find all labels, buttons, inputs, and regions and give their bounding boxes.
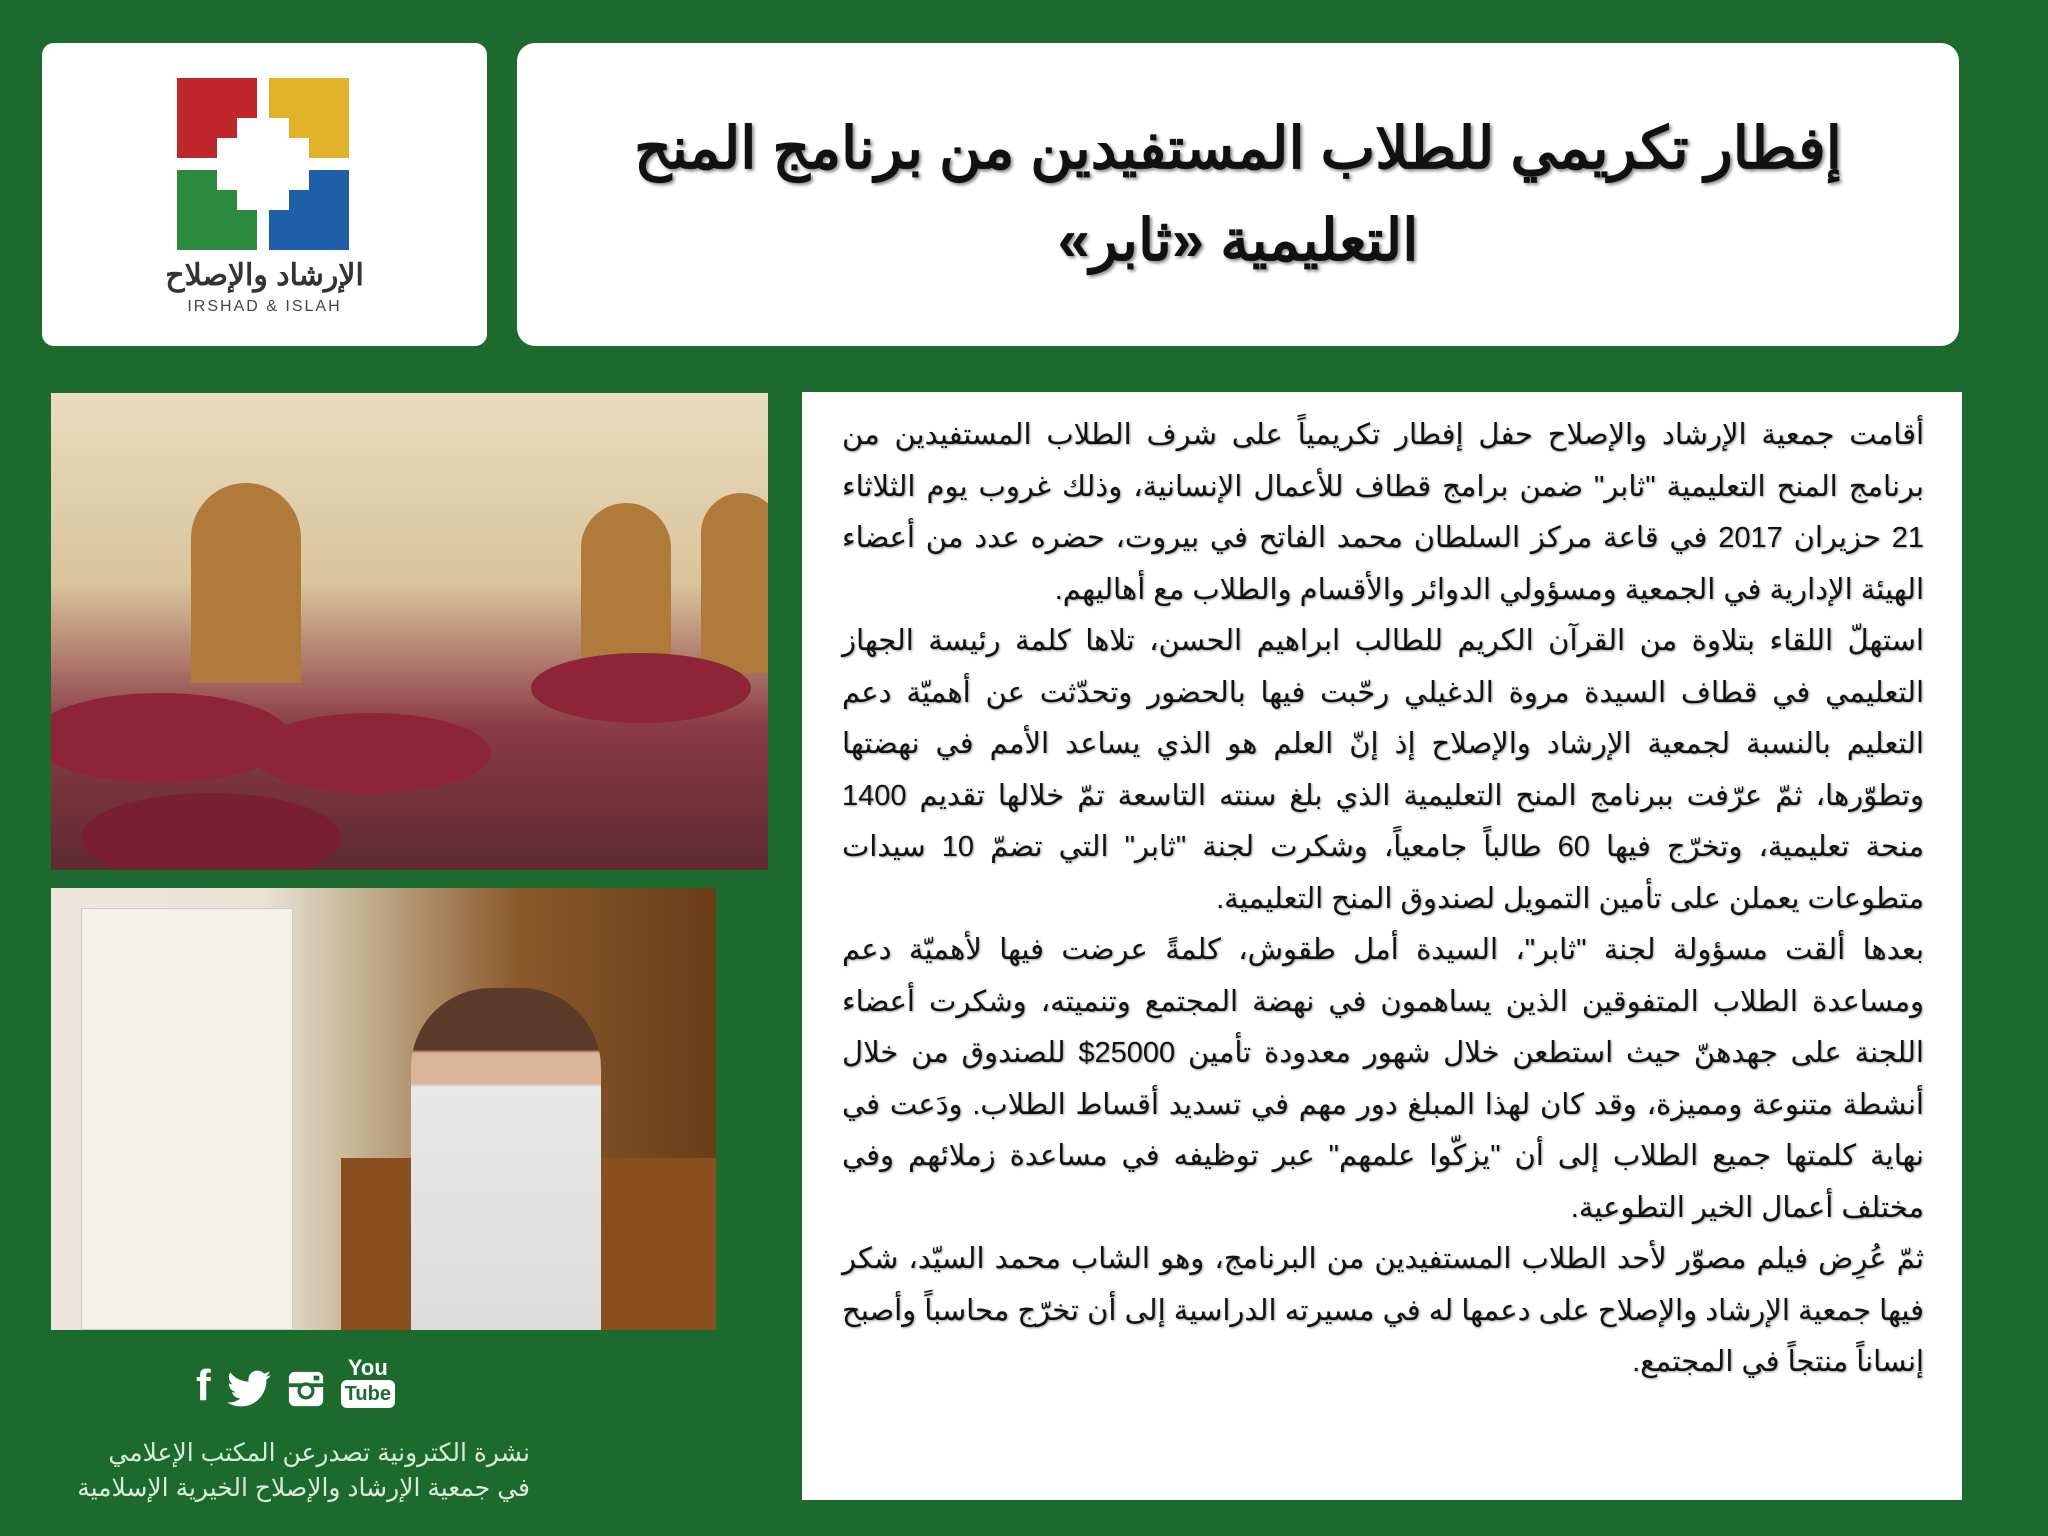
logo-box [42, 43, 487, 346]
footer-line-2: في جمعية الإرشاد والإصلاح الخيرية الإسلامية [77, 1474, 530, 1502]
footer-credit [20, 1436, 530, 1506]
title-box [517, 43, 1959, 346]
article-body [842, 410, 1924, 1389]
logo-name-arabic: الإرشاد والإصلاح [165, 259, 364, 292]
article-paragraph: أقامت جمعية الإرشاد والإصلاح حفل إفطار تكريمياً على شرف الطلاب المستفيدين من برنامج المنح التعليمية "ثابر" ضمن برامج قطاف للأعمال الإنسانية، وذلك غروب يوم الثلاثاء 21 حزيران 2017 في قاعة مركز السلطان محمد الفاتح في بيروت، حضره عدد من أعضاء الهيئة الإدارية في الجمعية ومسؤولي الدوائر والأقسام والطلاب مع أهاليهم. [842, 419, 1925, 606]
article-paragraph: استهلّ اللقاء بتلاوة من القرآن الكريم للطالب ابراهيم الحسن، تلاها كلمة رئيسة الجهاز التعليمي في قطاف السيدة مروة الدغيلي رحّبت فيها بالحضور وتحدّثت عن أهميّة دعم التعليم بالنسبة لجمعية الإرشاد والإصلاح إذ إنّ العلم هو الذي يساعد الأمم في نهضتها وتطوّرها، ثمّ عرّفت ببرنامج المنح التعليمية الذي بلغ سنته التاسعة تمّ خلالها تقديم 1400 منحة تعليمية، وتخرّج فيها 60 طالباً جامعياً، وشكرت لجنة "ثابر" التي تضمّ 10 سيدات متطوعات يعملن على تأمين التمويل لصندوق المنح التعليمية. [842, 625, 1924, 915]
youtube-you-text: You [347, 1355, 388, 1380]
article-panel [802, 392, 1962, 1500]
footer-line-1: نشرة الكترونية تصدرعن المكتب الإعلامي [108, 1439, 530, 1467]
youtube-icon[interactable] [341, 1356, 395, 1408]
instagram-icon[interactable] [287, 1370, 325, 1408]
youtube-tube-text: Tube [341, 1380, 395, 1408]
event-hall-photo [51, 393, 768, 870]
twitter-icon[interactable] [227, 1370, 271, 1408]
article-paragraph: بعدها ألقت مسؤولة لجنة "ثابر"، السيدة أمل طقوش، كلمةً عرضت فيها لأهميّة دعم ومساعدة الطلاب المتفوقين الذين يساهمون في نهضة المجتمع وتنميته، وشكرت أعضاء اللجنة على جهدهنّ حيث استطعن خلال شهور معدودة تأمين 25000$ للصندوق من خلال أنشطة متنوعة ومميزة، وقد كان لهذا المبلغ دور مهم في تسديد أقساط الطلاب. ودَعت في نهاية كلمتها جميع الطلاب إلى أن "يزكّوا علمهم" عبر توظيفه في مساعدة زملائهم وفي مختلف أعمال الخير التطوعية. [842, 934, 1924, 1224]
irshad-islah-logo-icon [177, 78, 349, 250]
facebook-icon[interactable]: f [196, 1361, 211, 1410]
page-title: إفطار تكريمي للطلاب المستفيدين من برنامج المنح التعليمية «ثابر» [634, 115, 1842, 273]
speaker-photo [51, 888, 716, 1330]
logo-name-english: IRSHAD & ISLAH [187, 298, 342, 315]
article-paragraph: ثمّ عُرِض فيلم مصوّر لأحد الطلاب المستفيدين من البرنامج، وهو الشاب محمد السيّد، شكر فيها جمعية الإرشاد والإصلاح على دعمها له في مسيرته الدراسية إلى أن تخرّج محاسباً وأصبح إنساناً منتجاً في المجتمع. [842, 1243, 1924, 1378]
social-links [196, 1348, 411, 1408]
